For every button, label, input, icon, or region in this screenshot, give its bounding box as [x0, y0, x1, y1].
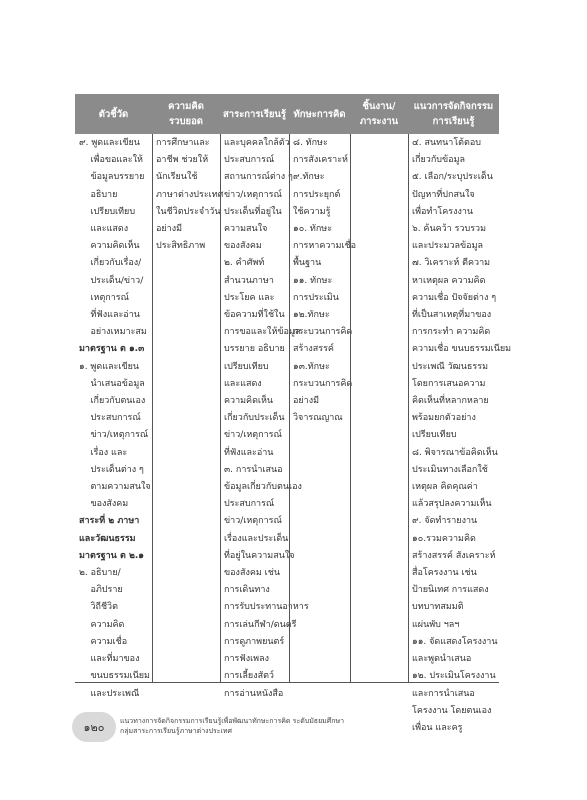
cell-line: และบุคคลใกล้ตัว — [224, 138, 290, 148]
cell-line: ที่อยู่ในความสนใจ — [224, 550, 295, 561]
cell-line: และวัฒนธรรม — [79, 533, 136, 544]
cell-line: กระบวนการคิด — [293, 327, 353, 338]
cell-line: ประสิทธิภาพ — [156, 241, 206, 252]
cell-line: ๗. วิเคราะห์ ตีความ — [412, 258, 491, 269]
cell-line: ประเมินทางเลือกใช้ — [412, 464, 488, 475]
cell-line: วิจารณญาณ — [293, 413, 343, 424]
cell-line: ๑๒.ทักษะ — [293, 310, 330, 321]
header-line: ตัวชี้วัด — [98, 108, 129, 120]
cell-line: เหตุการณ์ — [79, 292, 129, 303]
cell-line: ข่าว/เหตุการณ์ — [224, 430, 282, 441]
cell-line: การสังเคราะห์ — [293, 155, 348, 166]
cell-line: ความคิด — [79, 619, 125, 630]
cell-line: การศึกษาและ — [156, 138, 210, 148]
cell-line: สร้างสรรค์ สังเคราะห์ — [412, 550, 496, 561]
header-line: ทักษะการคิด — [293, 108, 346, 120]
column-workpiece — [350, 134, 408, 682]
cell-line: การประเมิน — [293, 292, 339, 303]
cell-line: เรื่อง และ — [79, 447, 128, 458]
cell-line: คิดเห็นที่หลากหลาย — [412, 396, 489, 407]
header-line: ภาระงาน — [359, 116, 399, 127]
cell-line: ๘. ทักษะ — [293, 138, 328, 148]
cell-line: ตามความสนใจ — [79, 482, 151, 493]
cell-line: เรื่องและประเด็น — [224, 533, 289, 544]
cell-line: สถานการณ์ต่าง ๆ — [224, 172, 293, 183]
cell-line: ๑. พูดและเขียน — [79, 361, 140, 372]
cell-line: พื้นฐาน — [293, 258, 322, 269]
cell-line: ๑๐.รวมความคิด — [412, 533, 476, 544]
cell-line: ประสบการณ์ — [224, 499, 275, 510]
cell-line: ของสังคม — [224, 241, 262, 252]
cell-line: ประสบการณ์ — [79, 413, 141, 424]
cell-line: ใช้ความรู้ — [293, 206, 331, 217]
cell-line: อาชีพ ช่วยให้ — [156, 155, 209, 166]
cell-line: วิถีชีวิต — [79, 602, 118, 613]
cell-line: การฟังเพลง — [224, 654, 270, 665]
header-thinking-skill — [289, 94, 350, 134]
column-thinking-skill — [289, 134, 356, 682]
page-number-badge — [72, 712, 116, 742]
cell-line: อย่างมี — [156, 224, 183, 235]
cell-line: และแสดง — [79, 224, 129, 235]
cell-line: ความเชื่อ ขนบธรรมเนียม — [412, 344, 512, 355]
cell-line: ๑๒. ประเมินโครงงาน — [412, 671, 496, 682]
cell-line: สร้างสรรค์ — [293, 344, 334, 355]
header-activity — [408, 94, 499, 134]
cell-line: ภาษาต่างประเทศ — [156, 189, 224, 200]
cell-line: และประเพณี — [79, 688, 140, 699]
cell-line: ของสังคม — [79, 499, 129, 510]
page-number: ๑๒๐ — [83, 721, 105, 734]
column-activity — [408, 134, 512, 733]
cell-line: บทบาทสมมติ — [412, 602, 464, 613]
table-header — [75, 94, 499, 134]
cell-line: ความคิดเห็น — [224, 396, 274, 407]
cell-line: การประยุกต์ — [293, 189, 341, 200]
cell-line: ที่ฟังและอ่าน — [224, 447, 274, 458]
footer-line-2: กลุ่มสาระการเรียนรู้ภาษาต่างประเทศ — [120, 727, 232, 735]
cell-line: ข้อมูลบรรยาย — [79, 172, 145, 183]
cell-line: ๕. เลือก/ระบุประเด็น — [412, 172, 493, 183]
cell-line: ป้ายนิเทศ การแสดง — [412, 585, 489, 596]
cell-line: ๖. ค้นคว้า รวบรวม — [412, 224, 487, 235]
cell-line: และแสดง — [224, 378, 262, 389]
header-content — [220, 94, 289, 134]
cell-line: การกระทำ ความคิด — [412, 327, 491, 338]
cell-line: เปรียบเทียบ — [412, 430, 457, 441]
cell-line: ความเชื่อ — [79, 636, 128, 647]
header-line: รวบยอด — [169, 116, 203, 127]
cell-line: เพื่อทำโครงงาน — [412, 206, 474, 217]
header-line: การเรียนรู้ — [432, 116, 475, 127]
cell-line: การเดินทาง — [224, 585, 270, 596]
cell-line: การเล่นกีฬา/ดนตรี — [224, 619, 297, 630]
cell-line: ข่าว/เหตุการณ์ — [224, 516, 282, 527]
header-workpiece — [350, 94, 408, 134]
cell-line: พร้อมยกตัวอย่าง — [412, 413, 476, 424]
cell-line: อธิบาย — [79, 189, 118, 200]
page-footer — [72, 710, 532, 750]
cell-line: นำเสนอข้อมูล — [79, 378, 145, 389]
cell-line: สื่อโครงงาน เช่น — [412, 568, 477, 579]
cell-line: ในชีวิตประจำวัน — [156, 206, 221, 217]
header-line: ความคิด — [168, 101, 204, 112]
cell-line: กระบวนการคิด — [293, 378, 353, 389]
cell-line: ความสนใจ — [224, 224, 268, 235]
header-line: แนวการจัดกิจกรรม — [413, 101, 494, 112]
cell-line: ประเด็น/ข่าว/ — [79, 275, 144, 286]
cell-line: ของสังคม เช่น — [224, 568, 280, 579]
cell-line: ๑๑. ทักษะ — [293, 275, 333, 286]
cell-line: เพื่อขอและให้ — [79, 155, 143, 166]
cell-line: เหตุผล คิดคุณค่า — [412, 482, 478, 493]
cell-line: อภิปราย — [79, 585, 123, 596]
cell-line: แผ่นพับ ฯลฯ — [412, 619, 460, 630]
cell-line: ๓. การนำเสนอ — [224, 464, 283, 475]
cell-line: เกี่ยวกับตนเอง — [79, 396, 146, 407]
cell-line: เกี่ยวกับข้อมูล — [412, 155, 466, 166]
column-concept — [152, 134, 224, 682]
cell-line: การดูภาพยนตร์ — [224, 636, 285, 647]
cell-line: ปัญหาที่ปกสนใจ — [412, 189, 475, 200]
header-indicator-text — [99, 107, 128, 122]
header-content-text — [223, 107, 286, 122]
cell-line: และการนำเสนอ — [412, 688, 475, 699]
cell-line: บรรยาย อธิบาย — [224, 344, 285, 355]
cell-line: ข้อความที่ใช้ใน — [224, 310, 285, 321]
cell-line: ๑๑. จัดแสดงโครงงาน — [412, 636, 498, 647]
cell-line: การขอและให้ข้อมูล — [224, 327, 301, 338]
cell-line: ๒. คำศัพท์ — [224, 258, 265, 269]
cell-line: อย่างมี — [293, 396, 320, 407]
cell-line: โดยการเสนอความ — [412, 378, 486, 389]
footer-text — [120, 716, 344, 736]
cell-line: และที่มาของ — [79, 654, 140, 665]
header-activity-text — [414, 99, 493, 129]
cell-line: ประเด็นที่อยู่ใน — [224, 206, 282, 217]
cell-line: ๙. จัดทำรายงาน — [412, 516, 478, 527]
header-workpiece-text — [360, 99, 398, 129]
cell-line: นักเรียนใช้ — [156, 172, 198, 183]
cell-line: ๘. พิจารณาข้อคิดเห็น — [412, 447, 498, 458]
header-thinking-skill-text — [293, 107, 345, 122]
cell-line: โครงงาน โดยตนเอง — [412, 705, 492, 716]
cell-line: ประสบการณ์ — [224, 155, 275, 166]
cell-line: มาตรฐาน ต ๒.๑ — [79, 550, 145, 561]
cell-line: ข้อมูลเกี่ยวกับตนเอง — [224, 482, 302, 493]
cell-line: การหาความเชื่อ — [293, 241, 356, 252]
cell-line: การอ่านหนังสือ — [224, 688, 284, 699]
table-bottom-border — [75, 682, 499, 683]
cell-line: ข่าว/เหตุการณ์ — [79, 430, 149, 441]
cell-line: มาตรฐาน ต ๑.๓ — [79, 344, 145, 355]
cell-line: ที่เป็นสาเหตุที่มาของ — [412, 310, 492, 321]
cell-line: เพื่อน และครู — [412, 722, 463, 733]
cell-line: ความคิดเห็น — [79, 241, 140, 252]
cell-line: และพูดนำเสนอ — [412, 654, 472, 665]
cell-line: ประเด็นต่าง ๆ — [79, 464, 144, 475]
cell-line: ข่าว/เหตุการณ์ — [224, 189, 282, 200]
cell-line: ประเพณี วัฒนธรรม — [412, 361, 489, 372]
footer-line-1: แนวทางการจัดกิจกรรมการเรียนรู้เพื่อพัฒนาทักษะการคิด ระดับมัธยมศึกษา — [120, 717, 345, 725]
cell-line: ประโยค และ — [224, 292, 275, 303]
header-line: ชิ้นงาน/ — [362, 101, 396, 112]
cell-line: และประมวลข้อมูล — [412, 241, 484, 252]
cell-line: ๑๐. ทักษะ — [293, 224, 333, 235]
cell-line: เกี่ยวกับประเด็น — [224, 413, 285, 424]
column-indicator — [75, 134, 152, 699]
cell-line: ๙.ทักษะ — [293, 172, 325, 183]
cell-line: ๔. สนทนาโต้ตอบ — [412, 138, 481, 148]
header-line: สาระการเรียนรู้ — [222, 108, 287, 120]
cell-line: ที่ฟังและอ่าน — [79, 310, 140, 321]
cell-line: ขนบธรรมเนียม — [79, 671, 150, 682]
cell-line: ๒. อธิบาย/ — [79, 568, 121, 579]
cell-line: การรับประทานอาหาร — [224, 602, 309, 613]
cell-line: เกี่ยวกับเรื่อง/ — [79, 258, 142, 269]
cell-line: สำนวนภาษา — [224, 275, 274, 286]
cell-line: แล้วสรุปลงความเห็น — [412, 499, 492, 510]
cell-line: เปรียบเทียบ — [79, 206, 136, 217]
header-indicator — [75, 94, 152, 134]
header-concept-text — [168, 99, 204, 129]
header-concept — [152, 94, 220, 134]
cell-line: ความเชื่อ ปัจจัยต่าง ๆ — [412, 292, 497, 303]
cell-line: สาระที่ ๒ ภาษา — [79, 516, 140, 527]
cell-line: หาเหตุผล ความคิด — [412, 275, 486, 286]
cell-line: ๑๓.ทักษะ — [293, 361, 330, 372]
cell-line: ๙. พูดและเขียน — [79, 138, 140, 148]
cell-line: เปรียบเทียบ — [224, 361, 269, 372]
cell-line: การเลี้ยงสัตว์ — [224, 671, 274, 682]
cell-line: อย่างเหมาะสม — [79, 327, 147, 338]
